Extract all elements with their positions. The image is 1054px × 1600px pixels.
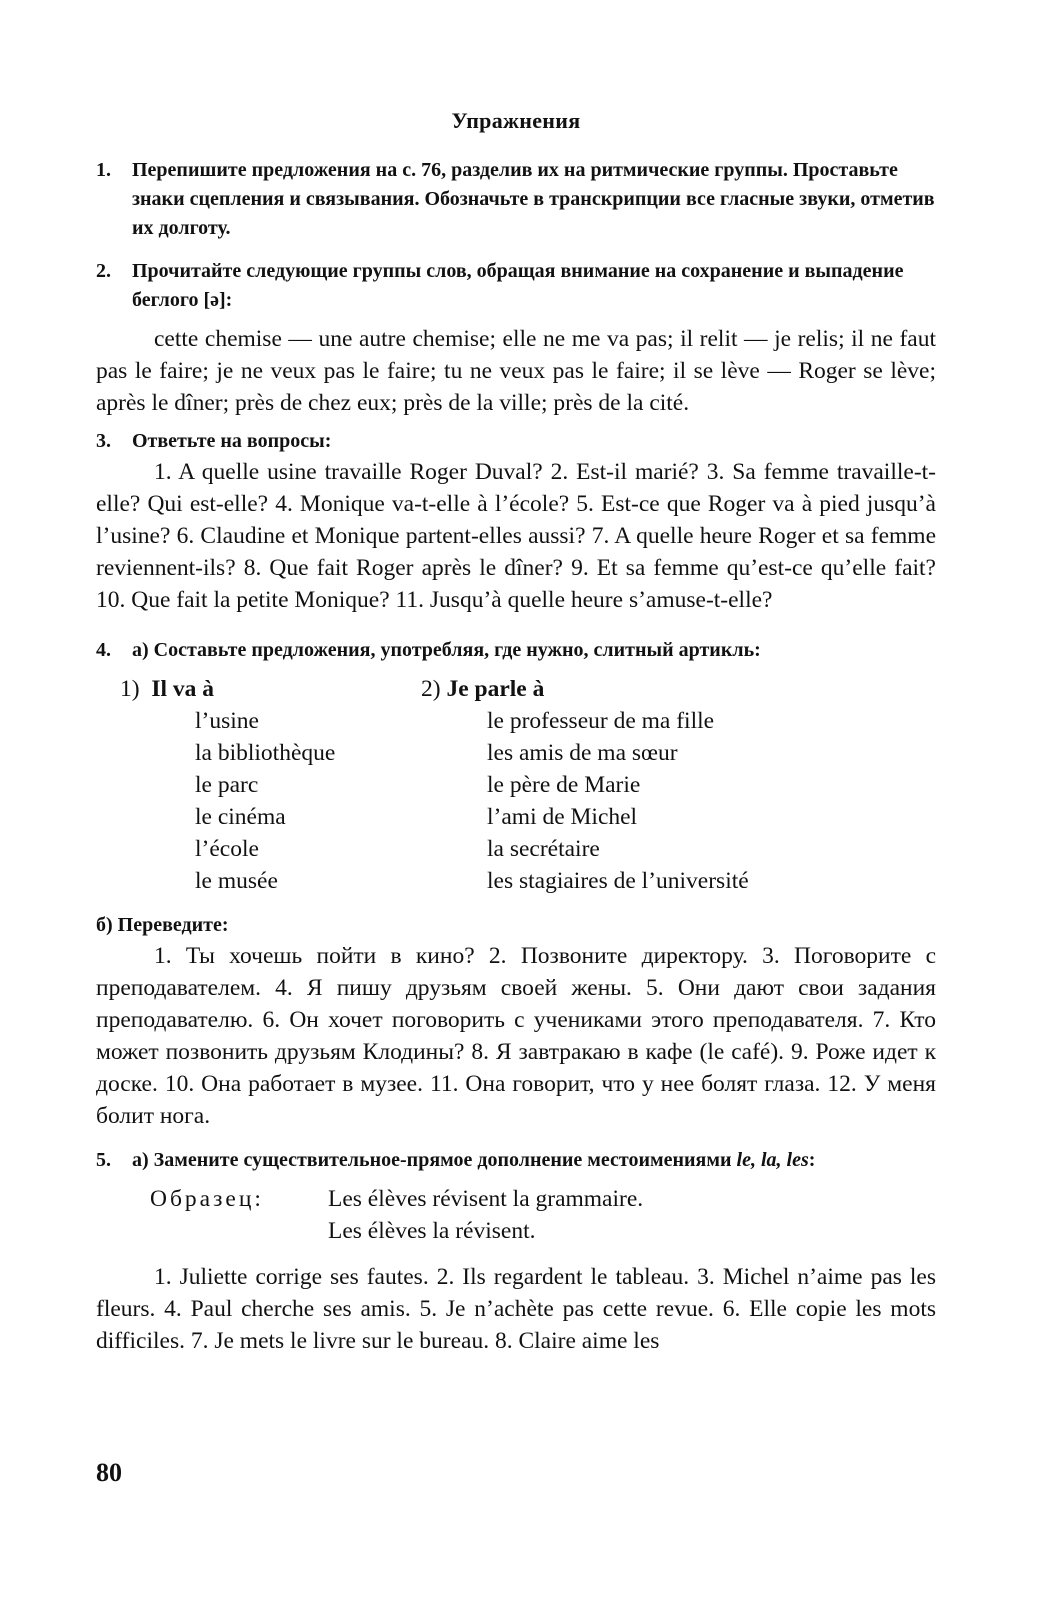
exercise-5-body: 1. Juliette corrige ses fautes. 2. Ils regardent le tableau. 3. Michel n’aime pas les fleurs. 4. Paul cherche ses amis. 5. Je n’achète pas cette revue. 6. Elle copie les mots difficiles. 7. Je mets le livre sur le bureau. 8. Claire aime les [96,1264,936,1354]
list-item: le musée [195,868,278,894]
list-item: le professeur de ma fille [487,708,715,734]
list-item: l’école [195,836,259,862]
column-2-list [421,705,749,897]
page-number: 80 [96,1458,122,1487]
column-1 [120,673,335,897]
exercise-2-instruction [96,257,936,315]
column-1-heading: Il va à [151,676,215,702]
exercise-4a-text: а) Составьте предложения, употребляя, где нужно, слитный артикль: [132,639,761,661]
column-2-number: 2) [421,676,441,702]
exercise-3-body: 1. A quelle usine travaille Roger Duval? 2. Est-il marié? 3. Sa femme travaille-t-elle? Qui est-elle? 4. Monique va-t-elle à l’école? 5. Est-ce que Roger va à pied jusqu’à l’usine? 6. Claudine et Monique partent-elles aussi? 7. A quelle heure Roger et sa femme reviennent-ils? 8. Que fait Roger après le dîner? 9. Et sa femme qu’est-ce qu’elle fait? 10. Que fait la petite Monique? 11. Jusqu’à quelle heure s’amuse-t-elle? [96,459,936,613]
exercise-5a-text-end: : [808,1149,816,1171]
column-2-head [421,673,749,705]
page-content [96,108,936,1357]
column-1-list [120,705,335,897]
exercise-2-body: cette chemise — une autre chemise; elle ne me va pas; il relit — je relis; il ne faut pas le faire; je ne veux pas le faire; tu ne veux pas le faire; il se lève — Roger se lève; après le dîner; près de chez eux; près de la ville; près de la cité. [96,326,936,416]
list-item: l’ami de Michel [487,804,638,830]
exercise-3-number: 3. [96,430,111,452]
column-1-head [120,673,335,705]
exercise-1-instruction [96,156,936,243]
exercise-5-number: 5. [96,1149,111,1171]
exercise-4-number: 4. [96,639,111,661]
list-item: le parc [195,772,259,798]
column-2-heading: Je parle à [446,676,545,702]
column-1-number: 1) [120,676,140,702]
exercise-4-columns [96,673,936,903]
list-item: les amis de ma sœur [487,740,678,766]
exercise-5a-text: а) Замените существительное-прямое дополнение местоимениями [132,1149,737,1171]
exercise-4a-instruction [96,636,936,665]
exercise-1-number: 1. [96,159,111,181]
exercise-1-text: Перепишите предложения на с. 76, разделив их на ритмические группы. Проставьте знаки сцепления и связывания. Обозначьте в транскрипции все гласные звуки, отметив их долготу. [132,159,935,239]
exercise-3-instruction [96,427,936,456]
exercise-2-text: Прочитайте следующие группы слов, обращая внимание на сохранение и выпадение беглого [ə]: [132,260,904,311]
section-title: Упражнения [451,108,581,133]
example-block [96,1183,936,1247]
column-2 [421,673,749,897]
exercise-5-pronouns: le, la, les [736,1149,809,1171]
exercise-2-number: 2. [96,260,111,282]
exercise-5a-instruction [96,1146,936,1175]
exercise-4b-instruction: б) Переведите: [96,914,229,936]
list-item: les stagiaires de l’université [487,868,749,894]
list-item: l’usine [195,708,259,734]
list-item: la bibliothèque [195,740,336,766]
list-item: le cinéma [195,804,286,830]
exercise-4b-body: 1. Ты хочешь пойти в кино? 2. Позвоните директору. 3. Поговорите с преподавателем. 4. Я пишу друзьям своей жены. 5. Они дают свои задания преподавателю. 6. Он хочет поговорить с учениками этого преподавателя. 7. Кто может позвонить друзьям Клодины? 8. Я завтракаю в кафе (le café). 9. Роже идет к доске. 10. Она работает в музее. 11. Она говорит, что у нее болят глаза. 12. У меня болит нога. [96,943,936,1129]
example-line-1: Les élèves révisent la grammaire. [328,1186,644,1212]
list-item: le père de Marie [487,772,641,798]
example-line-2: Les élèves la révisent. [328,1218,536,1244]
list-item: la secrétaire [487,836,600,862]
exercise-3-text: Ответьте на вопросы: [132,430,332,452]
example-label: Образец: [150,1186,264,1212]
